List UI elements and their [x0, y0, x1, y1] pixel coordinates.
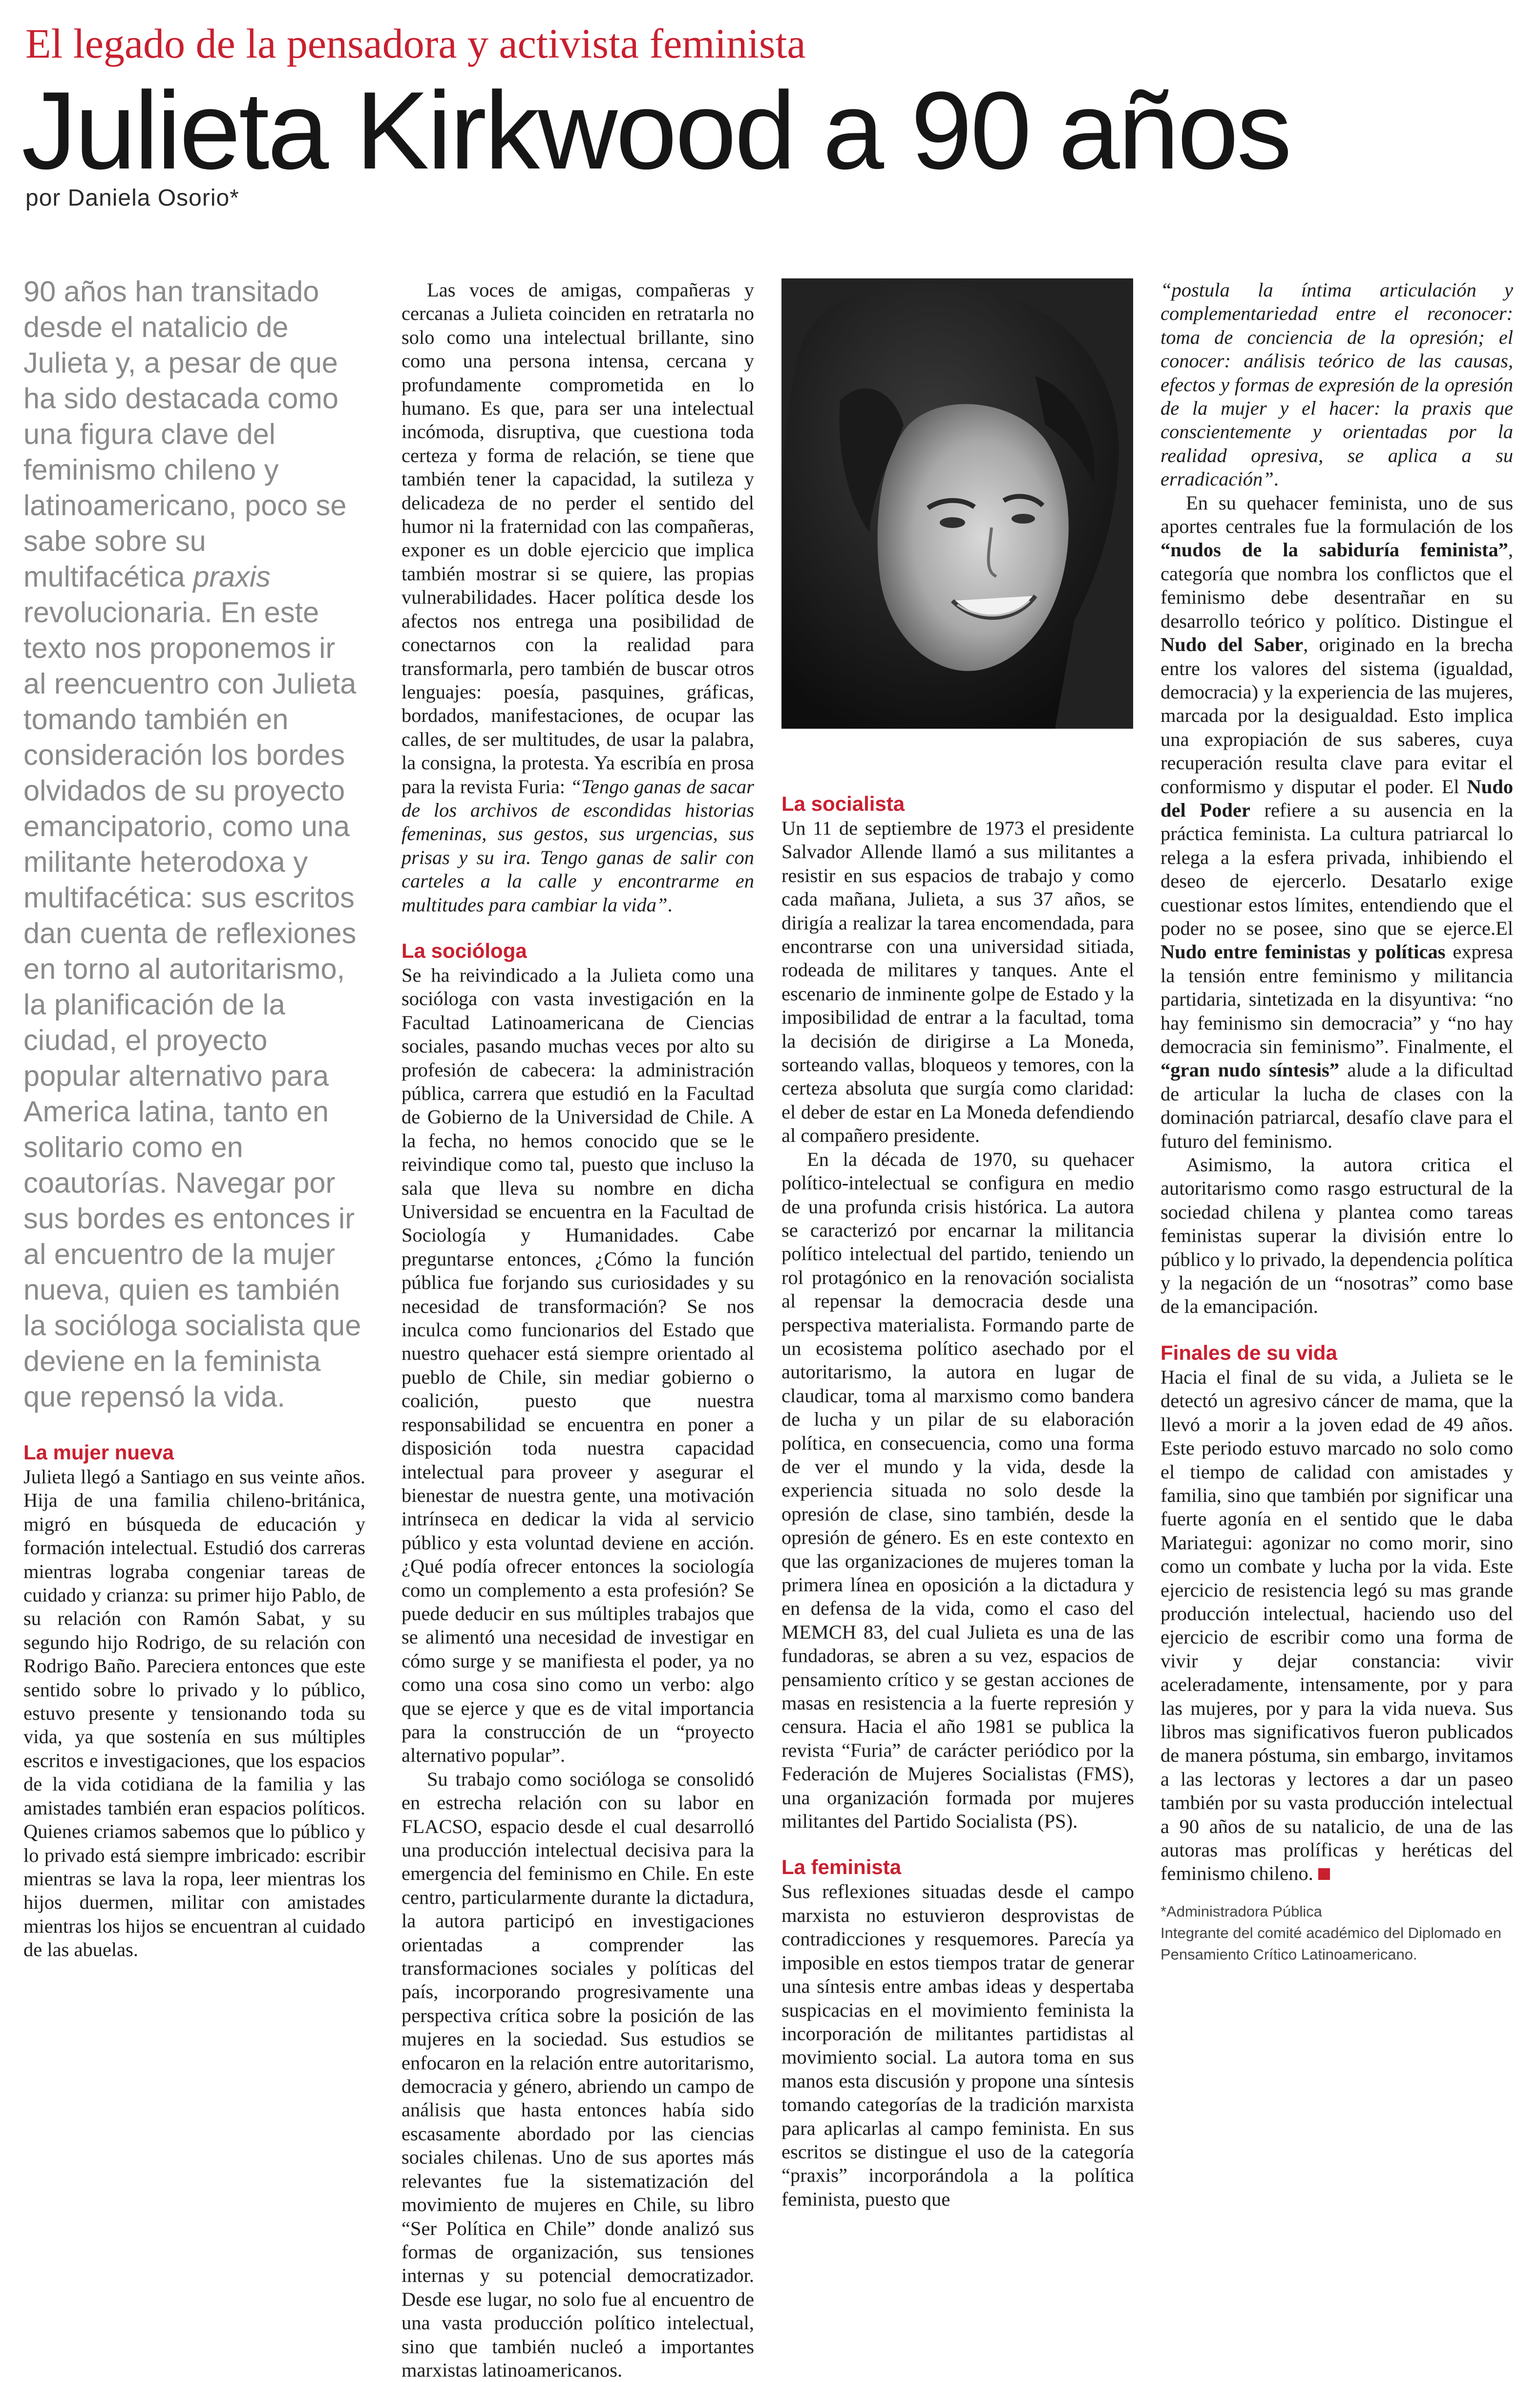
mujer-nueva-p2 — [401, 278, 754, 917]
nudos-bold-1: “nudos de la sabiduría feminista” — [1160, 539, 1508, 561]
headline: Julieta Kirkwood a 90 años — [21, 68, 1290, 192]
mujer-nueva-p2-end: . — [667, 893, 673, 916]
column-4 — [1160, 278, 1513, 1886]
section-title-feminista: La feminista — [781, 1855, 902, 1879]
nudos-bold-3: Nudo del Poder — [1160, 775, 1513, 821]
column-3 — [781, 791, 1134, 2211]
feminista-p1-start — [781, 1880, 1134, 2211]
mujer-nueva-p1: Julieta llegó a Santiago en sus veinte años. Hija de una familia chileno-británica, migró en búsqueda de educación y formación intelectual. Estudió dos carreras mientras lograba congeniar tareas de cuidado y crianza: su primer hijo Pablo, de su relación con Ramón Sabat, y su segundo hijo Rodrigo, de su relación con Rodrigo Baño. Pareciera entonces que este sentido sobre lo privado y lo público, estuvo presente y tensionando toda su vida, ya que sostenía en sus múltiples escritos e investigaciones, que los espacios de la vida cotidiana de la familia y las amistades también eran espacios políticos. Quienes criamos sabemos que lo público y lo privado está siempre imbricado: escribir mientras se lava la ropa, leer mientras los hijos duermen, militar con amistades mientras los hijos se encuentran al cuidado de las abuelas. — [23, 1466, 365, 1961]
finales-p1-text: Hacia el final de su vida, a Julieta se le detectó un agresivo cáncer de mama, que la llevó a morir a la joven edad de 49 años. Este periodo estuvo marcado no solo como el tiempo de calidad con amistades y familia, sino que también por significar una fuerte agonía en el sentido que le daba Mariategui: agonizar no como morir, sino como un combate y lucha por la vida. Este ejercicio de resistencia legó su mas grande producción intelectual, haciendo uso del ejercicio de escribir como una forma de vivir y dejar constancia: vivir aceleradamente, intensamente, por y para las mujeres, por y para la vida nueva. Sus libros mas significativos fueron publicados de manera póstuma, sin embargo, invitamos a las lectoras y lectores a dar un paseo también por su vasta producción intelectual a 90 años de su natalicio, de una de las autoras mas prolíficas y heréticas del feminismo chileno. — [1160, 1366, 1513, 1885]
section-title-finales: Finales de su vida — [1160, 1341, 1337, 1364]
feminista-p1-end: . — [1273, 468, 1279, 490]
feminista-p2 — [1160, 491, 1513, 1153]
nudos-text-e: refiere a su ausencia en la práctica feminista. La cultura patriarcal lo relega a la esfera privada, inhibiendo el deseo de ejercerlo. Desatarlo exige cuestionar estos límites, entendiendo que el poder no se posee, sino que se ejerce.El — [1160, 799, 1514, 939]
lead-text-a: 90 años han transitado desde el natalicio de Julieta y, a pesar de que ha sido destacada como una figura clave del feminismo chileno y latinoamericano, poco se sabe sobre su multifacética — [23, 275, 347, 593]
footnote-line-2: Integrante del comité académico del Diplomado en Pensamiento Crítico Latinoamericano. — [1160, 1924, 1501, 1963]
portrait-photo — [781, 278, 1133, 729]
sociologa-p2: Su trabajo como socióloga se consolidó en estrecha relación con su labor en FLACSO, espacio desde el cual desarrolló una producción intelectual decisiva para la emergencia del feminismo en Chile. En este centro, particularmente durante la dictadura, la autora participó en investigaciones orientadas a comprender las transformaciones sociales y políticas del país, incorporando progresivamente una perspectiva crítica sobre la posición de las mujeres en la sociedad. Sus estudios se enfocaron en la relación entre autoritarismo, democracia y género, abriendo un campo de análisis que hasta entonces había sido escasamente abordado por las ciencias sociales chilenas. Uno de sus aportes más relevantes fue la sistematización del movimiento de mujeres en Chile, su libro “Ser Política en Chile” donde analizó sus formas de organización, sus tensiones internas y su potencial democratizador. Desde ese lugar, no solo fue al encuentro de una vasta producción político intelectual, sino que también nucleó a importantes marxistas latinoamericanos. — [401, 1768, 754, 2381]
column-1 — [23, 274, 365, 1962]
feminista-p3: Asimismo, la autora critica el autoritarismo como rasgo estructural de la sociedad chilena y plantea como tareas feministas superar la división entre lo público y lo privado, la dependencia política y la negación de un “nosotras” como base de la emancipación. — [1160, 1154, 1513, 1318]
footnote-line-1: *Administradora Pública — [1160, 1903, 1322, 1920]
finales-p1 — [1160, 1366, 1513, 1886]
nudos-text-c: , categoría que nombra los conflictos que el feminismo debe desentrañar en su desarrollo teórico y político. Distingue el — [1160, 539, 1513, 632]
byline: por Daniela Osorio* — [25, 185, 239, 211]
section-title-mujer-nueva: La mujer nueva — [23, 1441, 174, 1464]
sociologa-p1: Se ha reivindicado a la Julieta como una socióloga con vasta investigación en la Facultad Latinoamericana de Ciencias sociales, pasando muchas veces por alto su profesión de cabecera: la administración pública, carrera que estudió en la Facultad de Gobierno de la Universidad de Chile. A la fecha, no hemos conocido que se le reivindique como tal, puesto que incluso la sala que lleva su nombre en dicha Universidad se encuentra en la Facultad de Sociología y Humanidades. Cabe preguntarse entonces, ¿Cómo la función pública fue forjando sus curiosidades y su necesidad de transformación? Se nos inculca como funcionarios del Estado que nuestro quehacer está siempre orientado al pueblo de Chile, sin mediar gobierno o coalición, puesto que nuestra responsabilidad se encuentra en poner a disposición toda nuestra capacidad intelectual para proveer y asegurar el bienestar de nuestra gente, una motivación intrínseca en dedicar la vida al servicio público y esta voluntad deviene en acción. ¿Qué podía ofrecer entonces la sociología como un complemento a esta profesión? Se puede deducir en sus múltiples trabajos que se alimentó una necesidad de investigar en cómo surge y se manifiesta el poder, ya no como una cosa sino como un verbo: algo que se ejerce y que es de vital importancia para la construcción de un “proyecto alternativo popular”. — [401, 964, 754, 1767]
nudos-text-f: expresa la tensión entre feminismo y militancia partidaria, sintetizada en la disyuntiva: “no hay feminismo sin democracia” y “no hay democracia sin feminismo”. Finalmente, el — [1160, 941, 1513, 1057]
portrait-illustration — [781, 278, 1133, 729]
feminista-p1-quote — [1160, 278, 1513, 491]
mujer-nueva-p2-text: Las voces de amigas, compañeras y cercanas a Julieta coinciden en retratarla no solo como una intelectual brillante, sino como una persona intensa, cercana y profundamente comprometida en lo humano. Es que, para ser una intelectual incómoda, disruptiva, que cuestiona toda certeza y forma de relación, se tiene que también tener la capacidad, la sutileza y delicadeza de no perder el sentido del humor ni la fraternidad con las compañeras, exponer es un doble ejercicio que implica también mostrar si se quiere, las propias vulnerabilidades. Hacer política desde los afectos nos entrega una posibilidad de conectarnos con la realidad para transformarla, pero también de buscar otros lenguajes: poesía, pasquines, gráficas, bordados, manifestaciones, de ocupar las calles, de ser multitudes, de usar la palabra, la consigna, la protesta. Ya escribía en prosa para la revista Furia: — [401, 279, 754, 798]
section-title-sociologa: La socióloga — [401, 939, 527, 962]
nudos-text-d: , originado en la brecha entre los valores del sistema (igualdad, democracia) y la experiencia de las mujeres, marcada por la desigualdad. Esto implica una expropiación de sus saberes, cuya recuperación resulta clave para evitar el conformismo y disputar el poder. El — [1160, 633, 1513, 798]
socialista-p1: Un 11 de septiembre de 1973 el presidente Salvador Allende llamó a sus militantes a resistir en sus espacios de trabajo y como cada mañana, Julieta, a sus 37 años, se dirigía a realizar la tarea encomendada, para encontrarse con una universidad sitiada, rodeada de militares y tanques. Ante el escenario de inminente golpe de Estado y la imposibilidad de entrar a la facultad, toma la decisión de dirigirse a La Moneda, sorteando vallas, bloqueos y temores, con la certeza absoluta que surgía como claridad: el deber de estar en La Moneda defendiendo al compañero presidente. — [781, 817, 1134, 1147]
nudos-bold-2: Nudo del Saber — [1160, 633, 1304, 656]
footnote — [1160, 1901, 1522, 1965]
nudos-bold-5: “gran nudo síntesis” — [1160, 1059, 1340, 1081]
lead-text-b: revolucionaria. En este texto nos proponemos ir al reencuentro con Julieta tomando también en consideración los bordes olvidados de su proyecto emancipatorio, como una militante heterodoxa y multifacética: sus escritos dan cuenta de reflexiones en torno al autoritarismo, la planificación de la ciudad, el proyecto popular alternativo para America latina, tanto en solitario como en coautorías. Navegar por sus bordes es entonces ir al encuentro de la mujer nueva, quien es también la socióloga socialista que deviene en la feminista que repensó la vida. — [23, 596, 361, 1413]
column-2 — [401, 278, 754, 2382]
nudos-text-g: alude a la dificultad de articular la lucha de clases con la dominación patriarcal, desafío clave para el futuro del feminismo. — [1160, 1059, 1513, 1152]
section-title-socialista: La socialista — [781, 792, 905, 815]
praxis-quote: “postula la íntima articulación y complementariedad entre el reconocer: toma de conciencia de la opresión; el conocer: análisis teórico de las causas, efectos y formas de expresión de la opresión de la mujer y el hacer: la praxis que conscientemente y orientadas por la realidad opresiva, se aplica a su erradicación” — [1160, 279, 1513, 490]
socialista-p2: En la década de 1970, su quehacer político-intelectual se configura en medio de una profunda crisis histórica. La autora se caracterizó por encarnar la militancia político intelectual del partido, teniendo un rol protagónico en la renovación socialista al repensar la democracia desde una perspectiva materialista. Formando parte de un ecosistema político asechado por el autoritarismo, la autora en lugar de claudicar, toma al marxismo como bandera de lucha y un pilar de su elaboración política, en consecuencia, como una forma de ver el mundo y la vida, desde la experiencia situada no solo desde la opresión de clase, sino también, desde la opresión de género. Es en este contexto en que las organizaciones de mujeres toman la primera línea en oposición a la dictadura y en defensa de la vida, como el caso del MEMCH 83, del cual Julieta es una de las fundadoras, se abren a su vez, espacios de pensamiento crítico y se gestan acciones de masas en resistencia a la fuerte represión y censura. Hacia el año 1981 se publica la revista “Furia” de carácter periódico por la Federación de Mujeres Socialistas (FMS), una organización formada por mujeres militantes del Partido Socialista (PS). — [781, 1148, 1134, 1833]
nudos-text-a: En su quehacer feminista, uno de sus aportes centrales fue la formulación de los — [1160, 491, 1513, 538]
lead-em: praxis — [193, 560, 271, 593]
lead-paragraph — [23, 274, 365, 1414]
feminista-p1-text: Sus reflexiones situadas desde el campo marxista no estuvieron desprovistas de contradicciones y resquemores. Parecía ya imposible en estos tiempos tratar de generar una síntesis entre ambas ideas y despertaba suspicacias en el movimiento feminista la incorporación de militantes partidistas al movimiento social. La autora toma en sus manos esta discusión y propone una síntesis tomando categorías de la tradición marxista para aplicarlas al campo feminista. En sus escritos se distingue el uso de la categoría “praxis” incorporándola a la política feminista, puesto que — [781, 1880, 1134, 2210]
nudos-bold-4: Nudo entre feministas y políticas — [1160, 941, 1446, 963]
end-mark-square — [1318, 1868, 1330, 1880]
kicker: El legado de la pensadora y activista feminista — [25, 20, 806, 67]
furia-quote: “Tengo ganas de sacar de los archivos de escondidas historias femeninas, sus gestos, sus urgencias, sus prisas y su ira. Tengo ganas de salir con carteles a la calle y encontrarme en multitudes para cambiar la vida” — [401, 775, 754, 916]
